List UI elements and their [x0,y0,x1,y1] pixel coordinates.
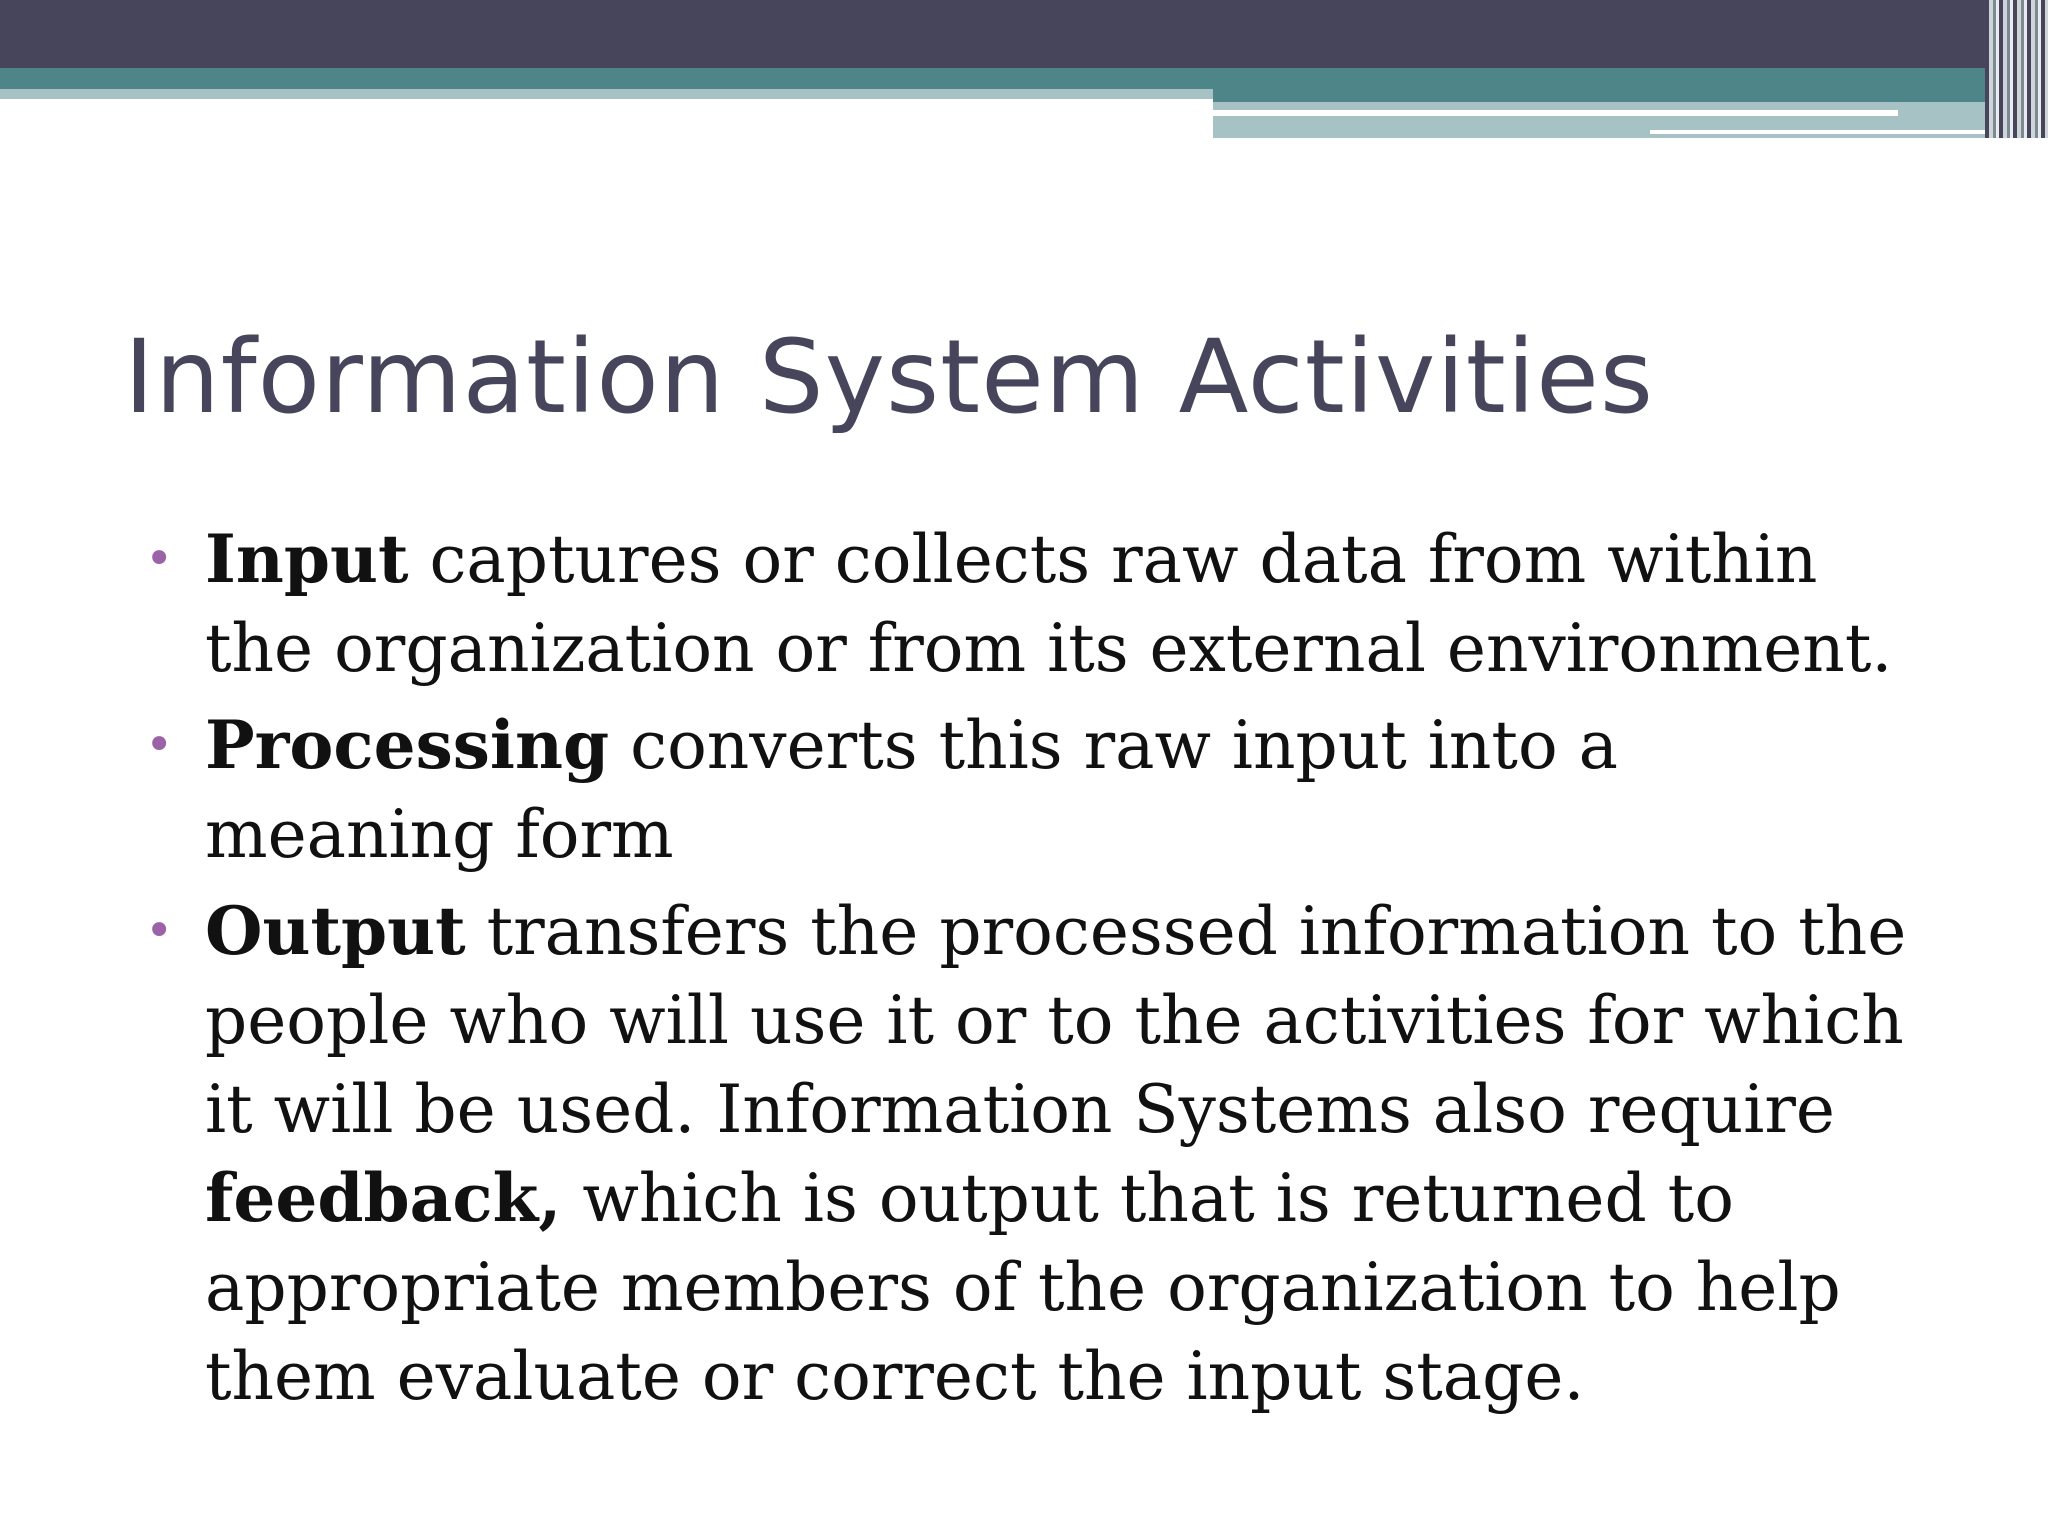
header-band-light-left [0,89,1213,99]
slide-title: Information System Activities [124,318,1654,437]
bullet-term: Input [205,520,409,598]
header-band-teal-right [1213,68,1985,102]
bullet-text: transfers the processed information to the people who will use it or to the activities for which it will be used. Information Systems also require [205,893,1907,1148]
bullet-term: Output [205,892,466,970]
bullet-dot-icon: • [145,903,174,959]
bullet-text: converts this raw input into a meaning form [205,707,1619,873]
header-accent-line [1213,110,1898,116]
header-band-dark [0,0,1985,68]
bullet-text-feedback: which is output that is returned to appropriate members of the organization to help them evaluate or correct the input stage. [205,1160,1841,1415]
bullet-term: Processing [205,706,610,784]
header-accent-line-short [1650,130,1985,134]
header-band-teal-left [0,68,1213,89]
bullet-list [145,515,1925,1429]
bullet-dot-icon: • [145,717,174,773]
bullet-text: captures or collects raw data from within the organization or from its external environment. [205,521,1893,687]
bullet-item-input [145,515,1925,693]
bullet-dot-icon: • [145,531,174,587]
bullet-item-output [145,887,1925,1421]
bullet-term-feedback: feedback, [205,1159,562,1237]
header-stripes [1985,0,2048,138]
bullet-item-processing [145,701,1925,879]
